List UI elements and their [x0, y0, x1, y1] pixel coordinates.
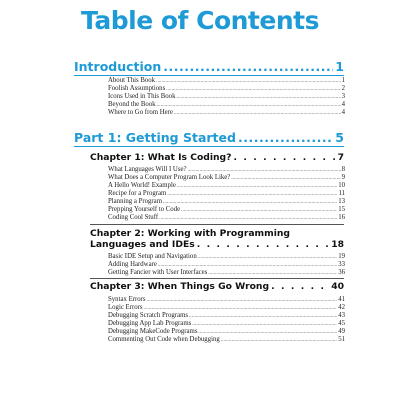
- toc-part-introduction[interactable]: [74, 59, 344, 74]
- toc-entry[interactable]: Commenting Out Code when Debugging ..... 51: [108, 336, 345, 344]
- toc-entry[interactable]: Syntax Errors ..... 41: [108, 296, 345, 304]
- toc-entry[interactable]: Prepping Yourself to Code ..... 15: [108, 206, 345, 214]
- part-title: Part 1: Getting Started: [74, 130, 236, 145]
- introduction-entries: [108, 77, 345, 117]
- part-page: 5: [335, 130, 344, 145]
- part-title: Introduction: [74, 59, 162, 74]
- toc-part-1[interactable]: [74, 130, 344, 145]
- toc-entry[interactable]: Where to Go from Here ..... 4: [108, 109, 345, 117]
- part-divider: [74, 146, 344, 147]
- toc-entry[interactable]: Basic IDE Setup and Navigation ..... 19: [108, 253, 345, 261]
- chapter-1-entries: [108, 166, 345, 222]
- toc-chapter-3[interactable]: Chapter 3: When Things Go Wrong . . . 40: [90, 281, 344, 292]
- part-page: 1: [335, 59, 344, 74]
- toc-entry[interactable]: Adding Hardware ..... 33: [108, 261, 345, 269]
- chapter-2-entries: [108, 253, 345, 277]
- page-title: Table of Contents: [81, 6, 319, 35]
- toc-entry[interactable]: Beyond the Book ..... 4: [108, 101, 345, 109]
- toc-entry[interactable]: What Languages Will I Use? ..... 8: [108, 166, 345, 174]
- toc-entry[interactable]: Recipe for a Program ..... 11: [108, 190, 345, 198]
- chapter-3-entries: [108, 296, 345, 344]
- toc-entry[interactable]: A Hello World! Example ..... 10: [108, 182, 345, 190]
- toc-entry[interactable]: Debugging Scratch Programs ..... 43: [108, 312, 345, 320]
- toc-chapter-1[interactable]: Chapter 1: What Is Coding? . . . 7: [90, 152, 344, 163]
- toc-entry[interactable]: What Does a Computer Program Look Like? ..... 9: [108, 174, 345, 182]
- chapter-divider: [90, 224, 344, 225]
- toc-entry[interactable]: Coding Cool Stuff ..... 16: [108, 214, 345, 222]
- chapter-divider: [90, 278, 344, 279]
- toc-entry[interactable]: Icons Used in This Book ..... 3: [108, 93, 345, 101]
- toc-entry[interactable]: Getting Fancier with User Interfaces ..... 36: [108, 269, 345, 277]
- toc-entry[interactable]: Planning a Program ..... 13: [108, 198, 345, 206]
- toc-entry[interactable]: Logic Errors ..... 42: [108, 304, 345, 312]
- toc-chapter-2[interactable]: Chapter 2: Working with Programming Languages and IDEs . . . 18: [90, 228, 344, 250]
- part-divider: [74, 75, 344, 76]
- toc-entry[interactable]: Foolish Assumptions ..... 2: [108, 85, 345, 93]
- toc-entry[interactable]: Debugging App Lab Programs ..... 45: [108, 320, 345, 328]
- toc-entry[interactable]: About This Book ..... 1: [108, 77, 345, 85]
- toc-entry[interactable]: Debugging MakeCode Programs ..... 49: [108, 328, 345, 336]
